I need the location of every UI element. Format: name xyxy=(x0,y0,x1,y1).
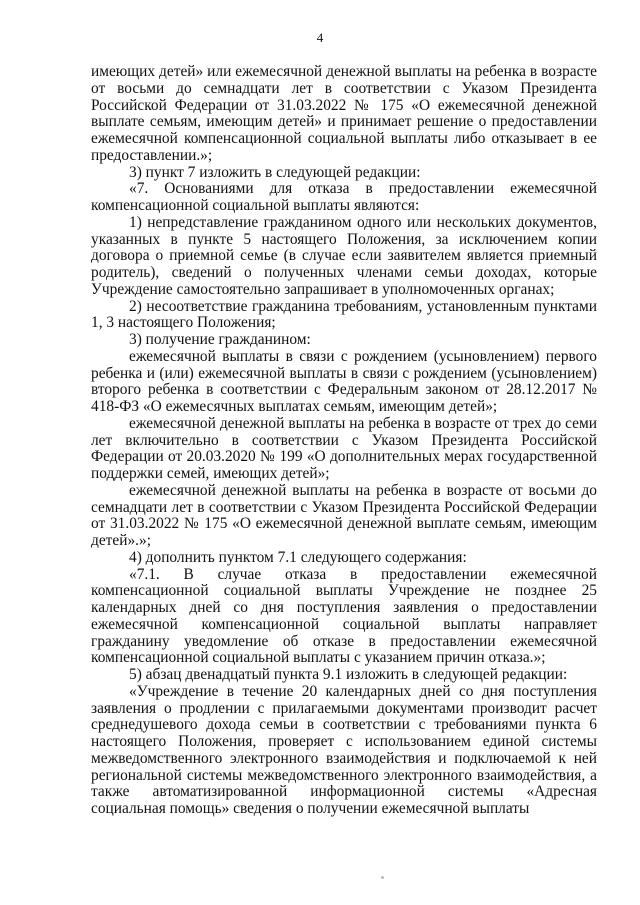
paragraph: «7. Основаниями для отказа в предоставлении ежемесячной компенсационной социальной выплаты являются: xyxy=(91,180,597,214)
paragraph: 5) абзац двенадцатый пункта 9.1 изложить в следующей редакции: xyxy=(129,666,568,683)
page-number: 4 xyxy=(316,30,324,45)
scan-speck xyxy=(381,876,384,879)
paragraph: ежемесячной денежной выплаты на ребенка в возрасте от восьми до семнадцати лет в соответствии с Указом Президента Российской Федерации от 31.03.2022 № 175 «О ежемесячной денежной выплате семьям, имеющим детей».»; xyxy=(91,481,597,549)
paragraph: «7.1. В случае отказа в предоставлении ежемесячной компенсационной социальной выплаты Учреждение не позднее 25 календарных дней со дня поступления заявления о предоставлении ежемесячной компенсационной социальной выплаты направляет гражданину уведомление об отказе в предоставлении ежемесячной компенсационной социальной выплаты с указанием причин отказа.»; xyxy=(91,565,597,667)
paragraph: 2) несоответствие гражданина требованиям, установленным пунктами 1, 3 настоящего Положения; xyxy=(91,297,597,332)
document-body xyxy=(91,64,597,818)
paragraph: 3) получение гражданином: xyxy=(129,331,311,348)
paragraph: 1) непредставление гражданином одного или нескольких документов, указанных в пункте 5 настоящего Положения, за исключением копии договора о приемной семье (в случае если заявителем является приемный родитель), сведений о полученных членами семьи доходах, которые Учреждение самостоятельно запрашивает в уполномоченных органах; xyxy=(91,213,597,298)
paragraph: имеющих детей» или ежемесячной денежной выплаты на ребенка в возрасте от восьми до семнадцати лет в соответствии с Указом Президента Российской Федерации от 31.03.2022 № 175 «О ежемесячной денежной выплате семьям, имеющим детей» и принимает решение о предоставлении ежемесячной компенсационной социальной выплаты либо отказывает в ее предоставлении.»; xyxy=(91,63,597,164)
paragraph: ежемесячной денежной выплаты на ребенка в возрасте от трех до семи лет включительно в соответствии с Указом Президента Российской Федерации от 20.03.2020 № 199 «О дополнительных мерах государственной поддержки семей, имеющих детей»; xyxy=(91,414,597,482)
paragraph: 4) дополнить пунктом 7.1 следующего содержания: xyxy=(129,548,467,566)
paragraph: ежемесячной выплаты в связи с рождением (усыновлением) первого ребенка и (или) ежемесячной выплаты в связи с рождением (усыновлением) второго ребенка в соответствии с Федеральным законом от 28.12.2017 № 418-ФЗ «О ежемесячных выплатах семьям, имеющим детей»; xyxy=(91,347,597,415)
paragraph: 3) пункт 7 изложить в следующей редакции: xyxy=(129,163,421,181)
paragraph: «Учреждение в течение 20 календарных дней со дня поступления заявления о продлении с прилагаемыми документами производит расчет среднедушевого дохода семьи в соответствии с требованиями пункта 6 настоящего Положения, проверяет с использованием единой системы межведомственного электронного взаимодействия и подключаемой к ней региональной системы межведомственного электронного взаимодействия, а также автоматизированной информационной системы «Адресная социальная помощь» сведения о получении ежемесячной выплаты xyxy=(91,682,597,817)
